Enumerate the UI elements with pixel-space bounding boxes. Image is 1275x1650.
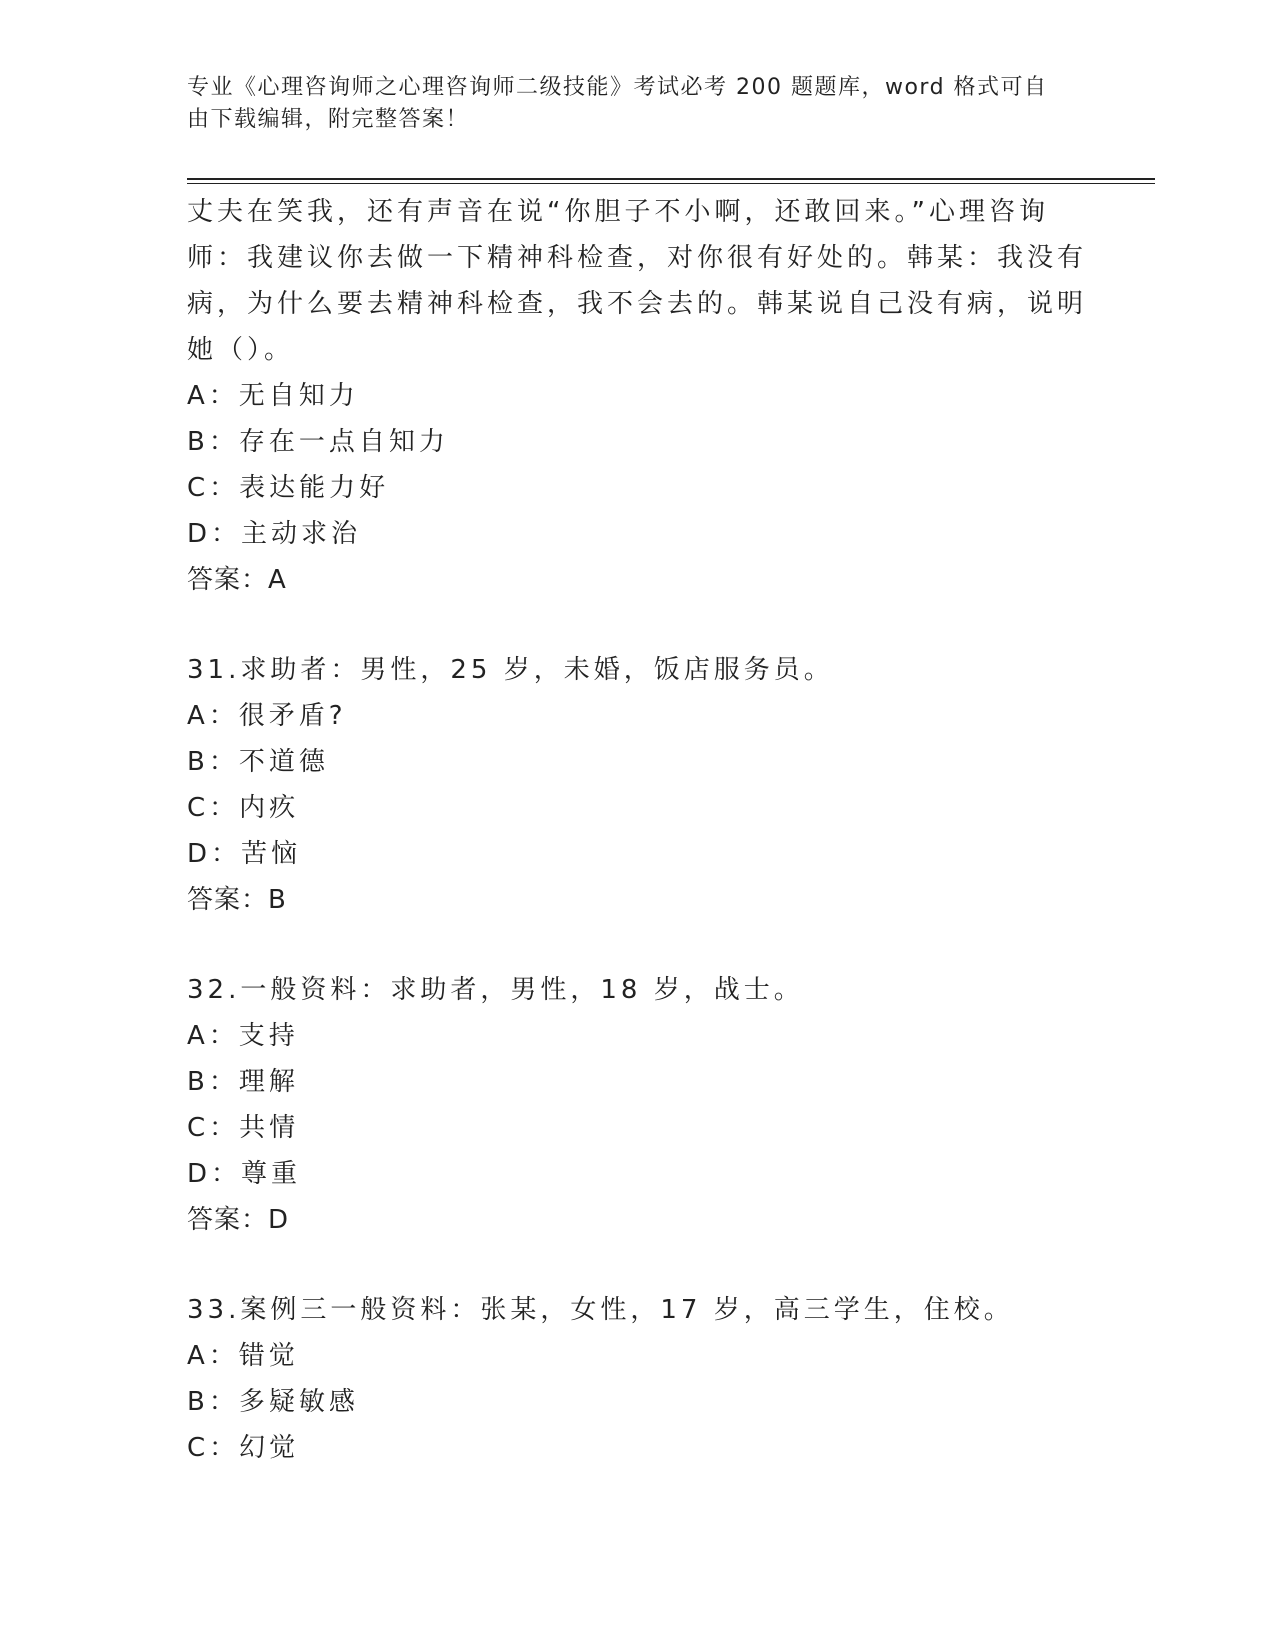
option-d: D：主动求治: [187, 519, 362, 549]
question-33: [187, 1287, 1067, 1471]
question-stem-line: 她（）。: [187, 335, 295, 365]
header-divider-thick: [187, 178, 1155, 180]
answer-line: 答案：D: [187, 1205, 290, 1235]
question-stem: 33.案例三一般资料：张某，女性，17 岁，高三学生，住校。: [187, 1295, 1014, 1325]
option-a: A：很矛盾?: [187, 701, 347, 731]
option-a: A：无自知力: [187, 381, 359, 411]
answer-line: 答案：A: [187, 565, 287, 595]
header-divider-thin: [187, 183, 1155, 184]
question-30-continued: [187, 189, 1088, 603]
option-b: B：理解: [187, 1067, 299, 1097]
option-a: A：支持: [187, 1021, 299, 1051]
question-32: [187, 967, 1067, 1243]
header-line-2: 由下载编辑，附完整答案！: [187, 107, 470, 132]
document-body: [187, 189, 1088, 1471]
answer-line: 答案：B: [187, 885, 287, 915]
option-c: C：表达能力好: [187, 473, 390, 503]
question-stem: 31.求助者：男性，25 岁，未婚，饭店服务员。: [187, 655, 834, 685]
option-a: A：错觉: [187, 1341, 299, 1371]
option-c: C：内疚: [187, 793, 300, 823]
option-c: C：共情: [187, 1113, 300, 1143]
question-stem-line: 病，为什么要去精神科检查，我不会去的。韩某说自己没有病，说明: [187, 289, 1088, 319]
question-stem-line: 师：我建议你去做一下精神科检查，对你很有好处的。韩某：我没有: [187, 243, 1088, 273]
option-b: B：不道德: [187, 747, 329, 777]
spacer: [187, 603, 1067, 647]
option-c: C：幻觉: [187, 1433, 300, 1463]
question-stem: 32.一般资料：求助者，男性，18 岁，战士。: [187, 975, 804, 1005]
option-b: B：存在一点自知力: [187, 427, 449, 457]
header-line-1: 专业《心理咨询师之心理咨询师二级技能》考试必考 200 题题库，word 格式可自: [187, 75, 1048, 100]
spacer: [187, 923, 1067, 967]
option-d: D：苦恼: [187, 839, 302, 869]
option-b: B：多疑敏感: [187, 1387, 359, 1417]
question-31: [187, 647, 1067, 923]
option-d: D：尊重: [187, 1159, 302, 1189]
question-stem-line: 丈夫在笑我，还有声音在说“你胆子不小啊，还敢回来。”心理咨询: [187, 197, 1049, 227]
document-header: [187, 72, 1067, 136]
spacer: [187, 1243, 1067, 1287]
